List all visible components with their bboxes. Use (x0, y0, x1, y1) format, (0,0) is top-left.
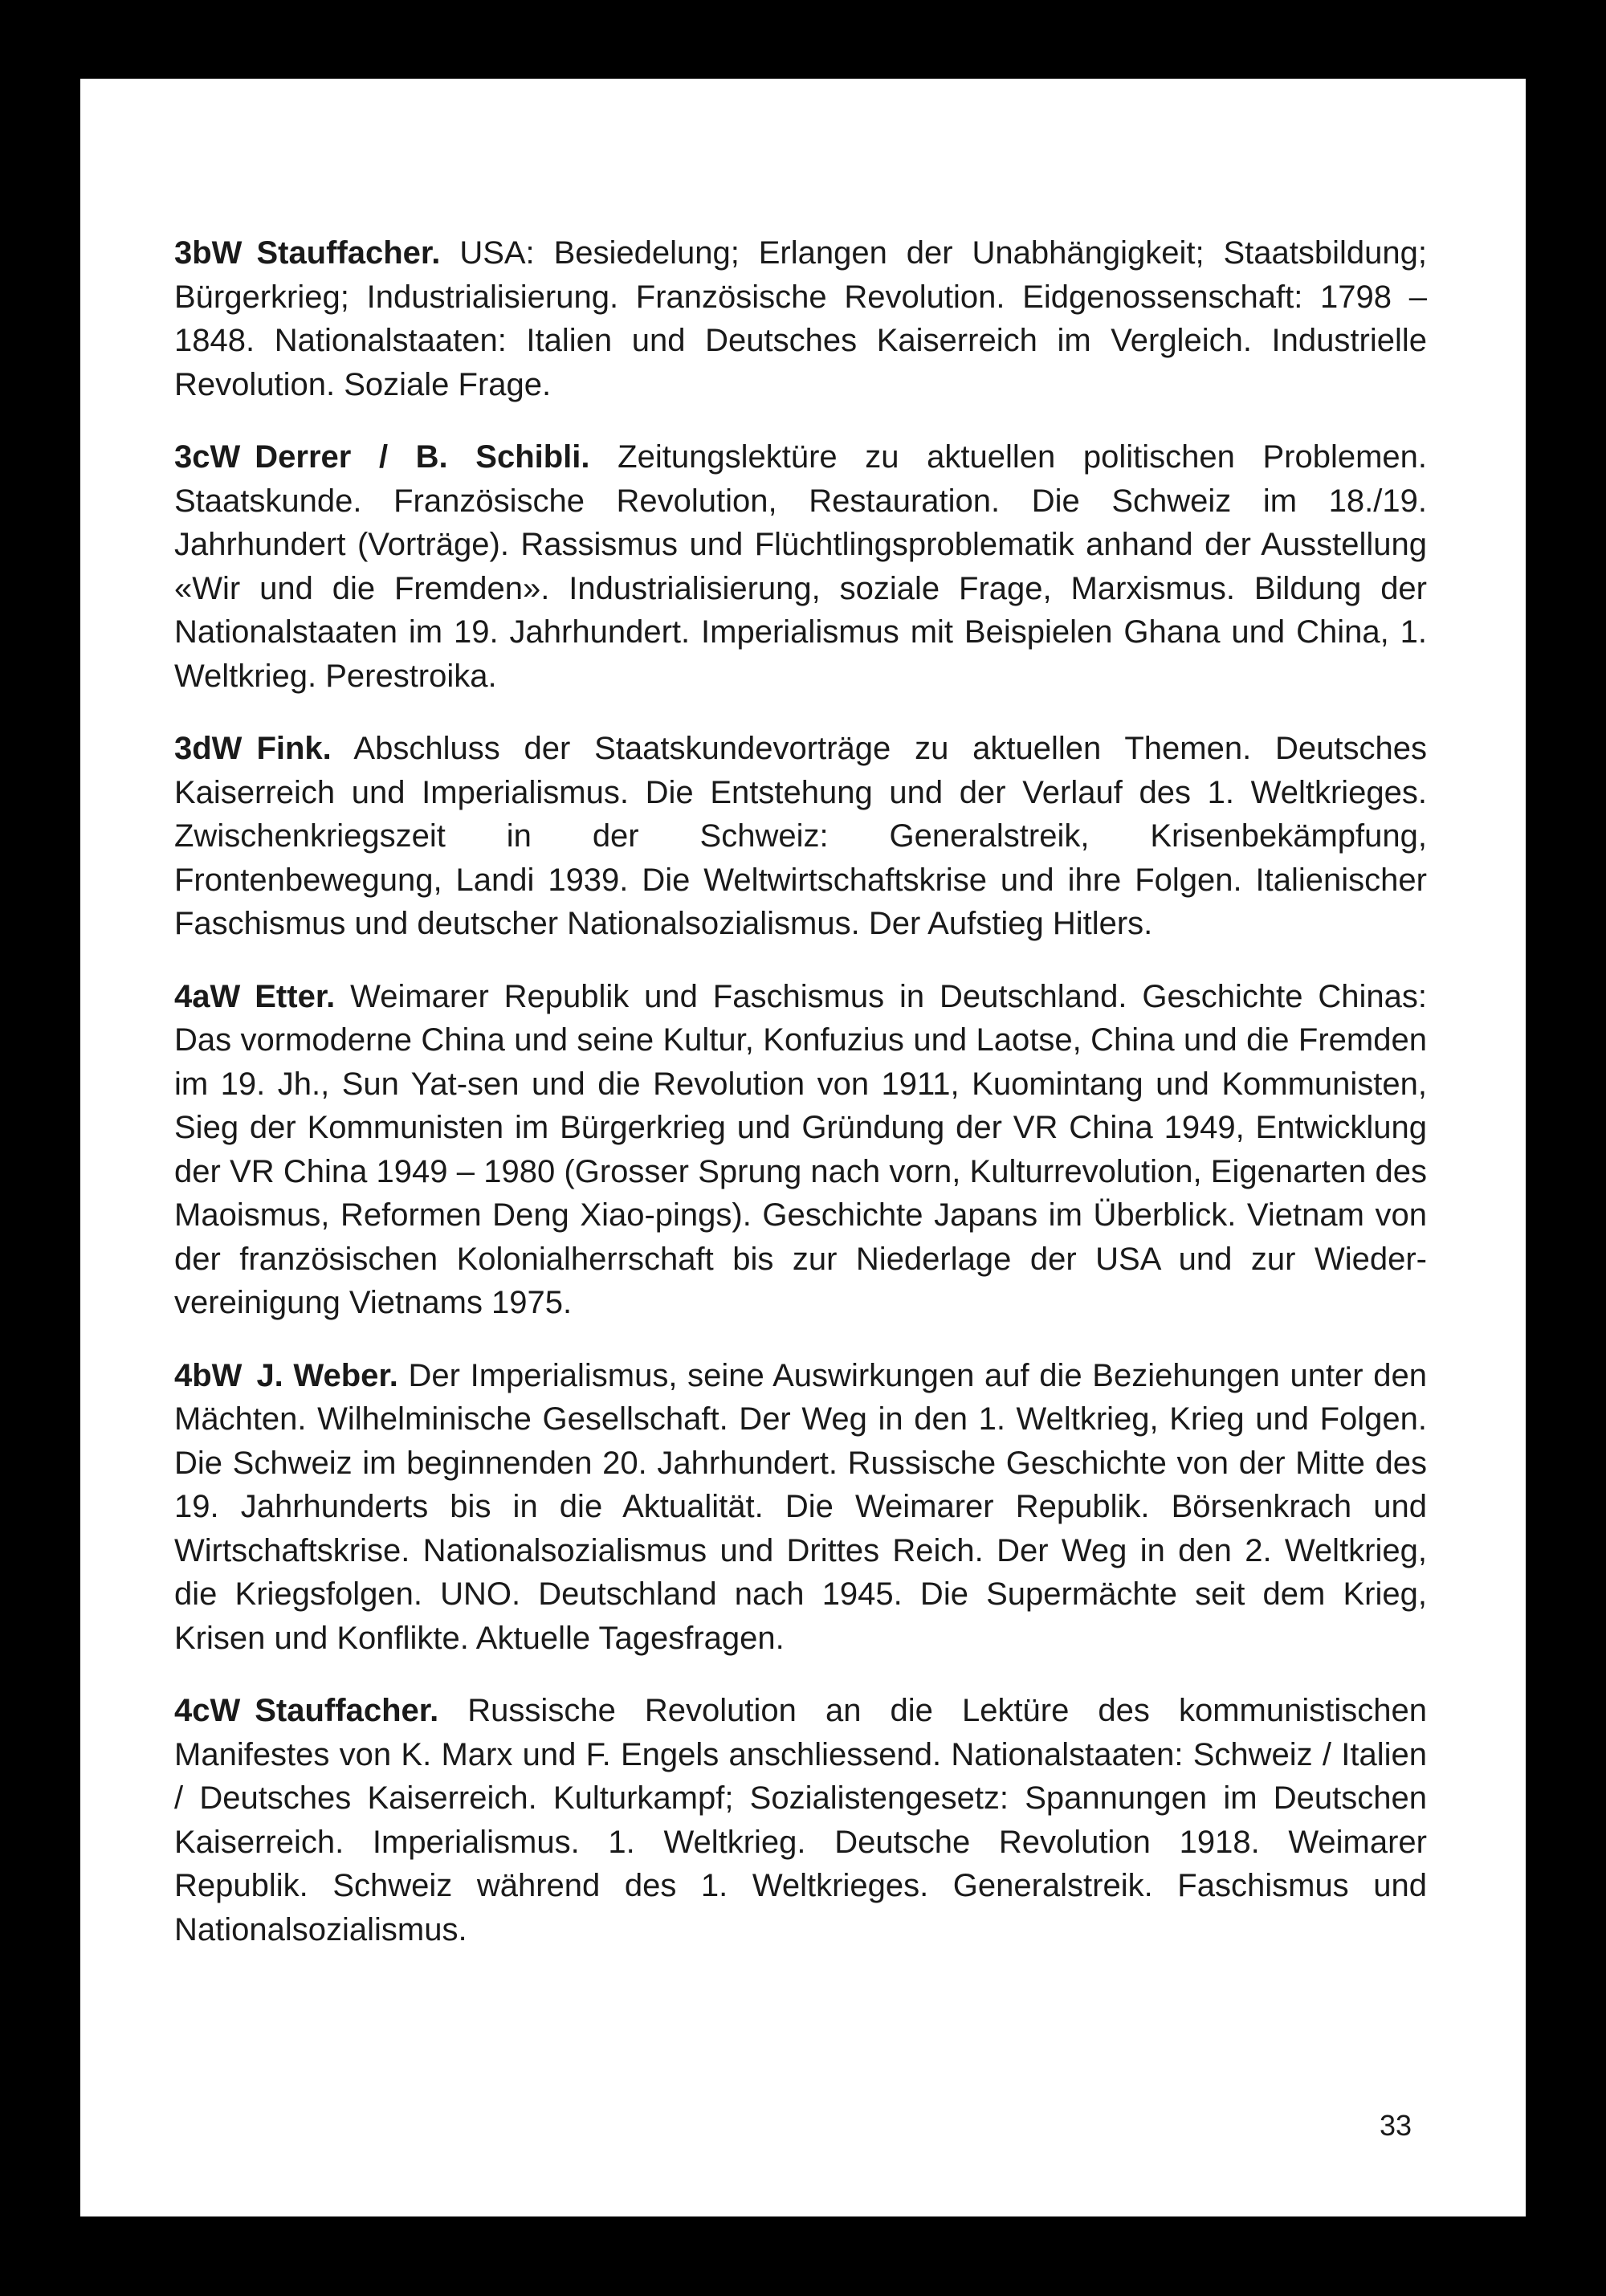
entry-3dw (174, 727, 1427, 946)
class-code: 3dW (174, 731, 243, 766)
class-code: 3cW (174, 439, 241, 475)
entry-text: Russische Revolution an die Lektüre des kommunistischen Manifestes von K. Marx und F. Engels anschliessend. Nationalstaaten: Schweiz / Italien / Deutsches Kaiserreich. Kulturkampf; Sozialistengesetz: Spannungen im Deutschen Kaiserreich. Imperialismus. 1. Weltkrieg. Deutsche Revolution 1918. Weimarer Republik. Schweiz während des 1. Weltkrieges. Generalstreik. Faschismus und Nationalsozialismus. (174, 1693, 1427, 1947)
entry-3cw (174, 435, 1427, 698)
class-code: 4aW (174, 978, 241, 1014)
teacher-name: Stauffacher. (255, 1693, 439, 1728)
entry-text: Abschluss der Staatskundevorträge zu aktuellen Themen. Deutsches Kaiserreich und Imperialismus. Die Entstehung und der Verlauf des 1. Weltkrieges. Zwischenkriegszeit in der Schweiz: Generalstreik, Krisenbekämpfung, Frontenbewegung, Landi 1939. Die Weltwirtschaftskrise und ihre Folgen. Italienischer Faschismus und deutscher Nationalsozialismus. Der Aufstieg Hitlers. (174, 731, 1427, 941)
entry-text: Zeitungslektüre zu aktuellen politischen Problemen. Staatskunde. Französische Revolution, Restauration. Die Schweiz im 18./19. Jahrhundert (Vorträge). Rassismus und Flüchtlingsproblematik anhand der Ausstellung «Wir und die Fremden». Industrialisierung, soziale Frage, Marxismus. Bildung der Nationalstaaten im 19. Jahrhundert. Imperialismus mit Beispielen Ghana und China, 1. Weltkrieg. Perestroika. (174, 439, 1427, 694)
entry-text: Weimarer Republik und Faschismus in Deutschland. Geschichte Chinas: Das vormoderne China und seine Kultur, Konfuzius und Laotse, China und die Fremden im 19. Jh., Sun Yat-sen und die Revolution von 1911, Kuomintang und Kommunisten, Sieg der Kommunisten im Bürgerkrieg und Gründung der VR China 1949, Entwicklung der VR China 1949 – 1980 (Grosser Sprung nach vorn, Kulturrevolution, Eigenarten des Maoismus, Reformen Deng Xiao-pings). Geschichte Japans im Überblick. Vietnam von der französischen Kolonialherrschaft bis zur Niederlage der USA und zur Wiedervereinigung Vietnams 1975. (174, 978, 1427, 1320)
teacher-name: Fink. (256, 731, 332, 766)
entry-3bw (174, 231, 1427, 406)
teacher-name: Derrer / B. Schibli. (255, 439, 590, 475)
entry-4aw (174, 975, 1427, 1325)
class-code: 3bW (174, 235, 243, 271)
entry-4cw (174, 1689, 1427, 1951)
entry-text: Der Imperialismus, seine Auswirkungen auf die Beziehungen unter den Mächten. Wilhelminische Gesellschaft. Der Weg in den 1. Weltkrieg, Krieg und Folgen. Die Schweiz im beginnenden 20. Jahrhundert. Russische Geschichte von der Mitte des 19. Jahrhunderts bis in die Aktualität. Die Weimarer Republik. Börsenkrach und Wirtschaftskrise. Nationalsozialismus und Drittes Reich. Der Weg in den 2. Weltkrieg, die Kriegsfolgen. UNO. Deutschland nach 1945. Die Supermächte seit dem Krieg, Krisen und Konflikte. Aktuelle Tagesfragen. (174, 1357, 1427, 1656)
teacher-name: Etter. (255, 978, 336, 1014)
page-number: 33 (1379, 2109, 1412, 2142)
class-code: 4cW (174, 1693, 241, 1728)
class-code: 4bW (174, 1357, 243, 1393)
page-content (174, 231, 1427, 1980)
teacher-name: Stauffacher. (256, 235, 441, 271)
entry-text: USA: Besiedelung; Erlangen der Unabhängigkeit; Staatsbildung; Bürgerkrieg; Industrialisierung. Französische Revolution. Eidgenossenschaft: 1798 – 1848. Nationalstaaten: Italien und Deutsches Kaiserreich im Vergleich. Industrielle Revolution. Soziale Frage. (174, 235, 1427, 402)
teacher-name: J. Weber. (256, 1357, 398, 1393)
document-page (80, 79, 1526, 2216)
entry-4bw (174, 1354, 1427, 1661)
